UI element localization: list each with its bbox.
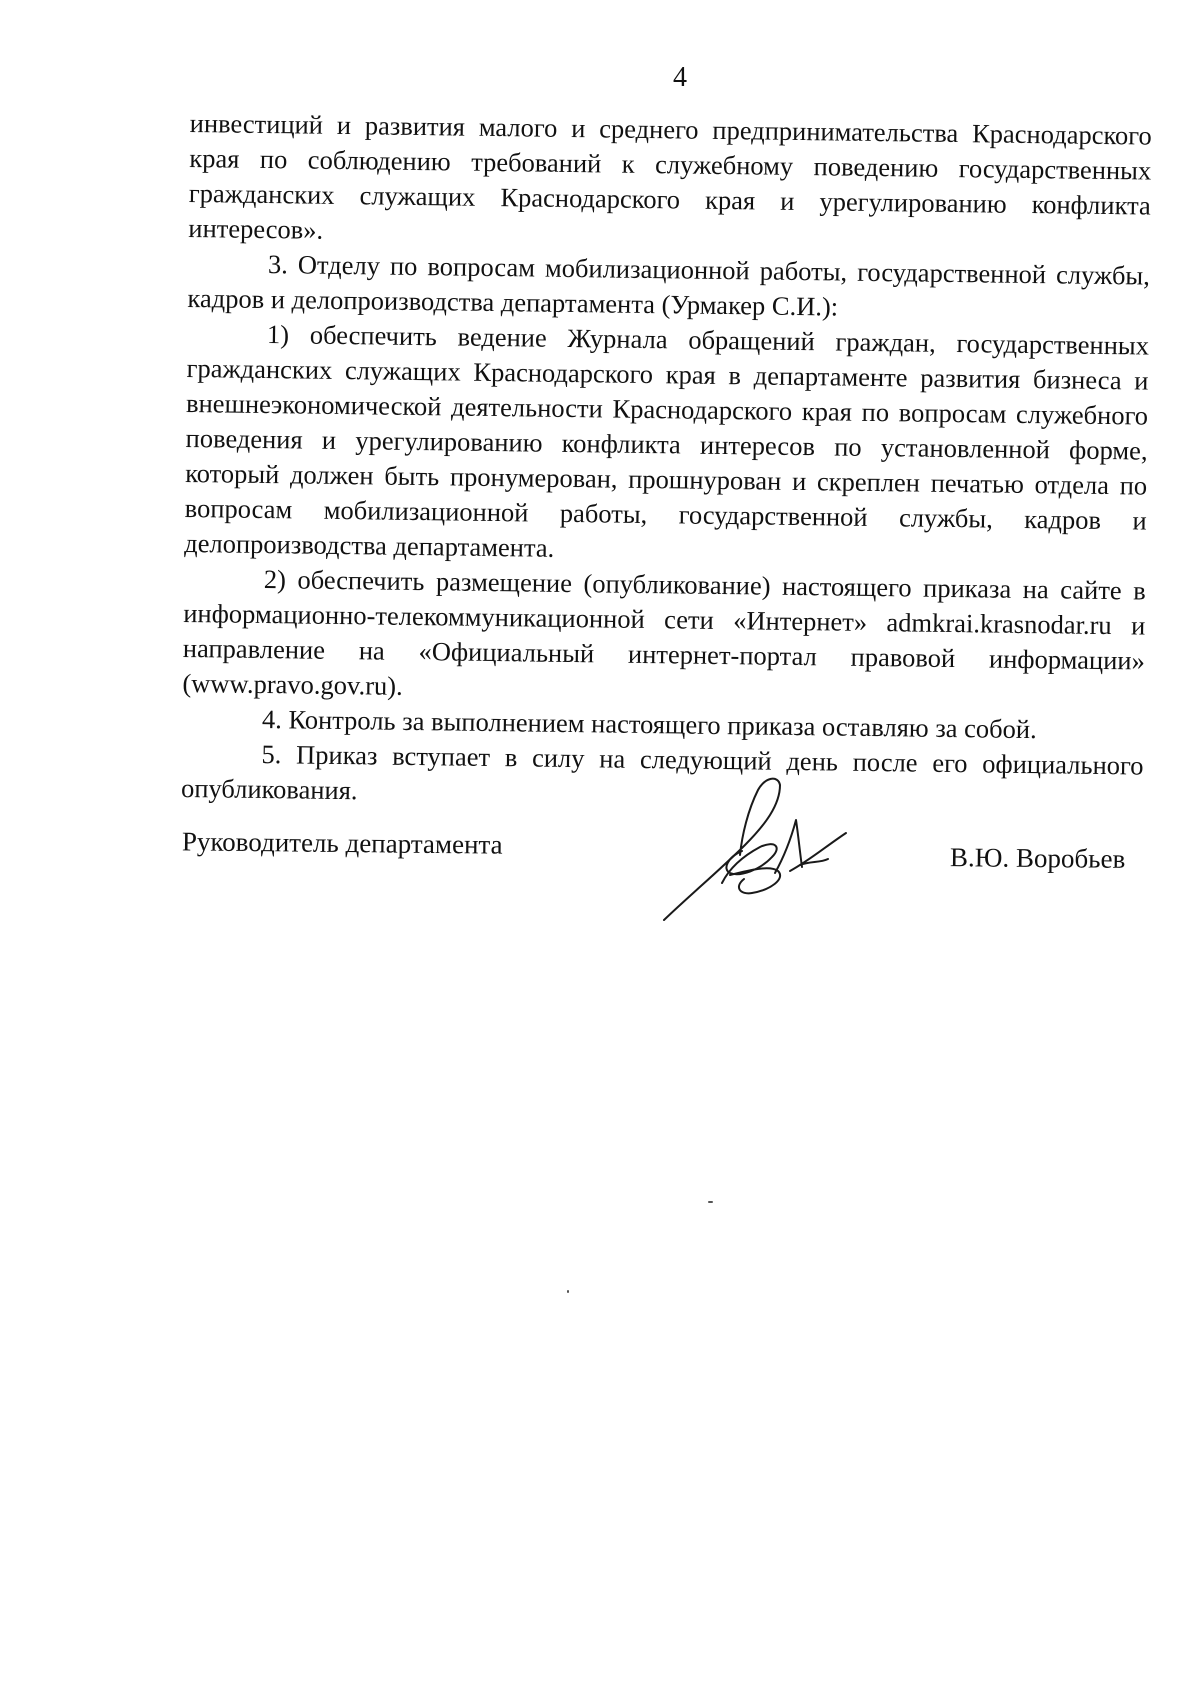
paragraph-item-3: 3. Отделу по вопросам мобилизационной работы, государственной службы, кадров и делопроизводства департамента (Урмакер С.И.): (187, 249, 1151, 322)
paragraph-continuation: инвестиций и развития малого и среднего предпринимательства Краснодарского края по соблюдению требований к служебному поведению государственных гражданских служащих Краснодарского края и урегулированию конфликта интересов». (188, 107, 1152, 245)
signer-position: Руководитель департамента (181, 826, 503, 860)
paragraph-item-5: 5. Приказ вступает в силу на следующий день после его официального опубликования. (180, 738, 1144, 806)
page-number: 4 (673, 62, 687, 93)
document-body (181, 106, 1152, 819)
scan-speck (567, 1290, 569, 1293)
scan-speck (708, 1201, 713, 1203)
paragraph-item-4: 4. Контроль за выполнением настоящего приказа оставляю за собой. (261, 703, 1037, 745)
paragraph-subitem-2: 2) обеспечить размещение (опубликование) настоящего приказа на сайте в информационно-телекоммуникационной сети «Интернет» admkrai.krasnodar.ru и направление на «Официальный интернет-портал правовой информации» (www.pravo.gov.ru). (182, 564, 1146, 701)
signer-name: В.Ю. Воробьев (949, 842, 1126, 874)
paragraph-subitem-1: 1) обеспечить ведение Журнала обращений граждан, государственных гражданских служащих Краснодарского края в департаменте развития бизнеса и внешнеэкономической деятельности Краснодарского края по вопросам служебного поведения и урегулированию конфликта интересов по установленной форме, который должен быть пронумерован, прошнурован и скреплен печатью отдела по вопросам мобилизационной работы, государственной службы, кадров и делопроизводства департамента. (184, 319, 1150, 563)
